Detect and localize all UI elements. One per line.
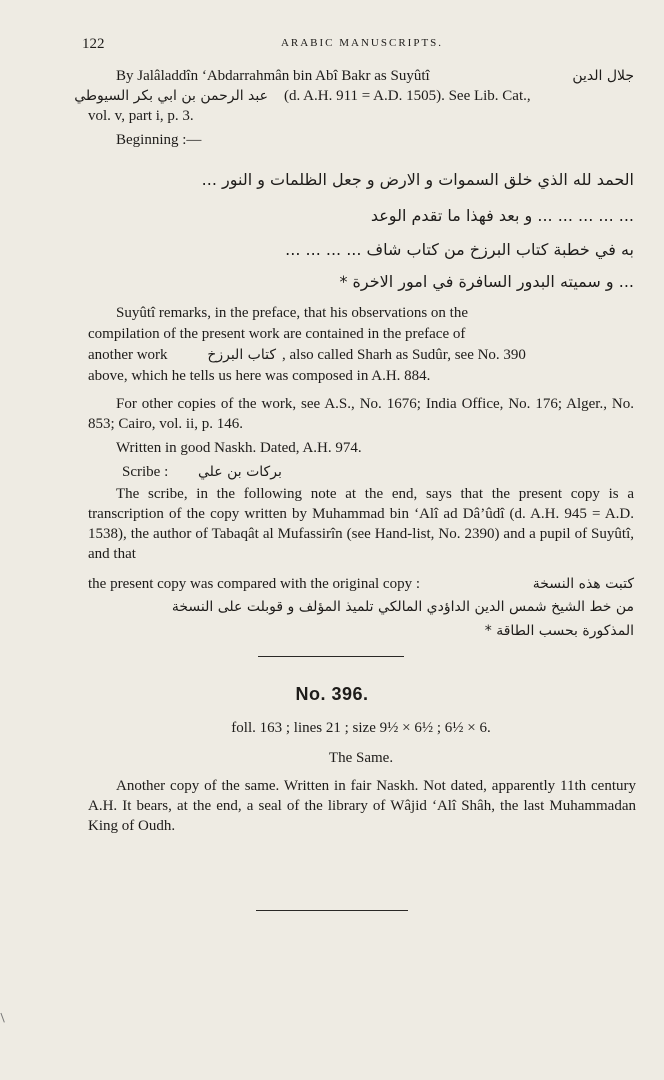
scribe-note-last-line: the present copy was compared with the original copy : bbox=[88, 576, 420, 592]
entry-title: The Same. bbox=[328, 750, 394, 766]
scribe-arabic-name: بركات بن علي bbox=[198, 464, 282, 480]
other-copies-paragraph: For other copies of the work, see A.S., No. 1676; India Office, No. 176; Alger., No. 853; Cairo, vol. ii, p. 146. bbox=[88, 396, 634, 432]
author-arabic-2: عبد الرحمن بن ابي بكر السيوطي bbox=[74, 88, 268, 104]
incipit-line-2: ... ... ... ... ... و بعد فهذا ما تقدم الوعد bbox=[370, 206, 634, 225]
author-line-3: vol. v, part i, p. 3. bbox=[88, 108, 194, 124]
remark-arabic-title: كتاب البرزخ bbox=[207, 347, 276, 363]
remark-line-4: above, which he tells us here was composed in A.H. 884. bbox=[88, 368, 431, 384]
end-divider bbox=[256, 910, 408, 911]
author-line-1: By Jalâladdîn ‘Abdarrahmân bin Abî Bakr as Suyûtî bbox=[116, 68, 430, 84]
remark-line-3a: another work bbox=[88, 347, 168, 363]
incipit-line-4: ... و سميته البدور السافرة في امور الاخرة * bbox=[339, 272, 634, 291]
entry-description: Another copy of the same. Written in fair Naskh. Not dated, apparently 11th century A.H. It bears, at the end, a seal of the library of Wâjid ‘Alî Shâh, the last Muhammadan King of Oudh. bbox=[88, 778, 636, 834]
running-title: ARABIC MANUSCRIPTS. bbox=[280, 37, 444, 49]
remark-line-1: Suyûtî remarks, in the preface, that his observations on the bbox=[116, 305, 468, 321]
written-in-line: Written in good Naskh. Dated, A.H. 974. bbox=[116, 440, 362, 456]
scribe-note-paragraph: The scribe, in the following note at the end, says that the present copy is a transcription of the copy written by Muhammad bin ‘Alî ad Dâ’ûdî (d. A.H. 945 = A.D. 1538), the author of Tabaqât al Mufassirîn (see Hand-list, No. 2390) and a pupil of Suyûtî, and that bbox=[88, 486, 634, 562]
page-number: 122 bbox=[82, 36, 105, 52]
author-line-2: (d. A.H. 911 = A.D. 1505). See Lib. Cat., bbox=[284, 88, 531, 104]
colophon-arabic-3: المذكورة بحسب الطاقة * bbox=[484, 623, 634, 639]
scribe-label: Scribe : bbox=[122, 464, 169, 480]
incipit-line-1: الحمد لله الذي خلق السموات و الارض و جعل الظلمات و النور ... bbox=[201, 170, 634, 189]
incipit-line-3: به في خطبة كتاب البرزخ من كتاب شاف ... ... ... ... bbox=[285, 240, 634, 259]
entry-heading: No. 396. bbox=[295, 684, 369, 704]
page-header bbox=[82, 36, 642, 56]
colophon-arabic-2: من خط الشيخ شمس الدين الداؤدي المالكي تلميذ المؤلف و قوبلت على النسخة bbox=[171, 599, 634, 615]
beginning-label: Beginning :— bbox=[116, 132, 202, 148]
entry-specs: foll. 163 ; lines 21 ; size 9½ × 6½ ; 6½ × 6. bbox=[231, 720, 491, 736]
colophon-arabic-1: كتبت هذه النسخة bbox=[532, 576, 634, 592]
remark-line-2: compilation of the present work are contained in the preface of bbox=[88, 326, 466, 342]
page-blemish bbox=[0, 1011, 8, 1022]
remark-line-3b: , also called Sharh as Sudûr, see No. 390 bbox=[282, 347, 526, 363]
section-divider bbox=[258, 656, 404, 657]
author-arabic-1: جلال الدين bbox=[572, 68, 634, 84]
